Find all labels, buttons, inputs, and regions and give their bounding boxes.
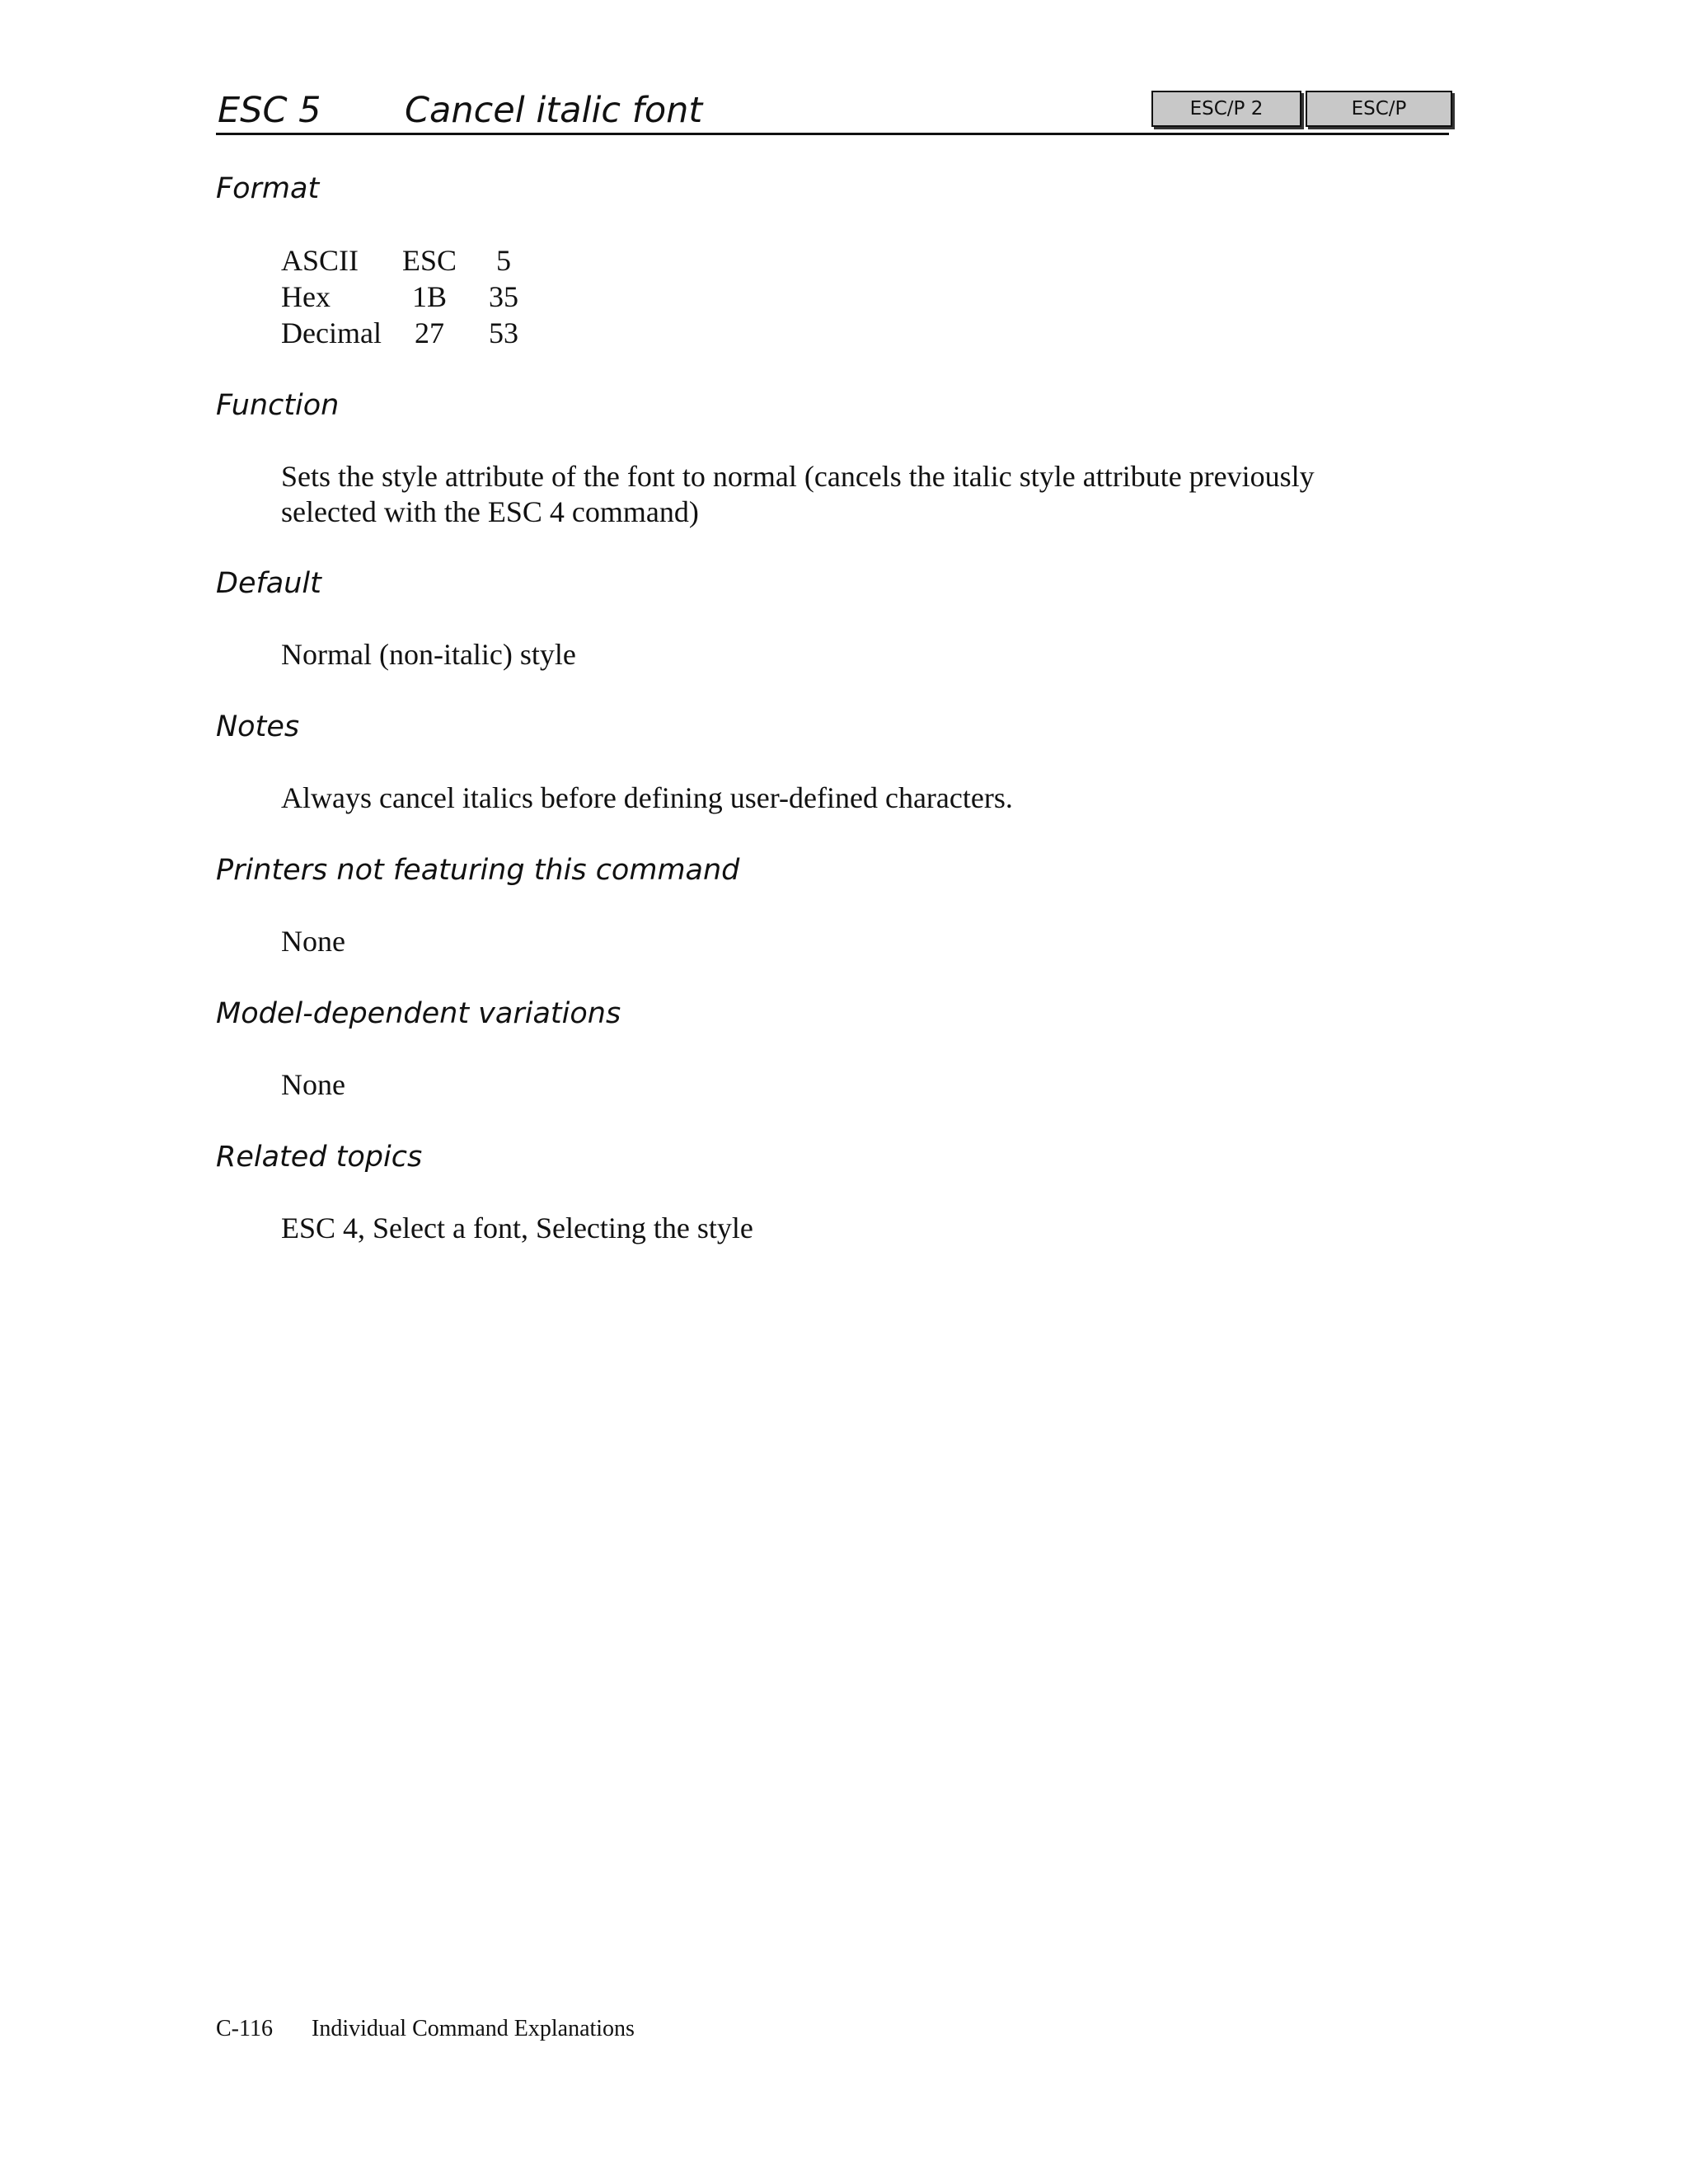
format-label: ASCII — [281, 244, 359, 277]
model-variations-text: None — [281, 1068, 345, 1101]
notes-text: Always cancel italics before defining user-defined characters. — [281, 781, 1013, 814]
function-text-line-1: Sets the style attribute of the font to normal (cancels the italic style attribute previously — [281, 460, 1315, 493]
command-title: Cancel italic font — [405, 90, 703, 131]
related-heading: Related topics — [216, 1141, 423, 1174]
format-row-ascii — [281, 242, 611, 279]
format-row-hex — [281, 279, 611, 315]
format-value: 53 — [489, 316, 518, 349]
printers-text: None — [281, 925, 345, 958]
notes-heading: Notes — [216, 710, 300, 743]
related-text: ESC 4, Select a font, Selecting the style — [281, 1212, 753, 1244]
format-value: 27 — [415, 316, 444, 349]
format-value: 5 — [496, 244, 511, 277]
format-label: Hex — [281, 280, 331, 313]
format-row-decimal — [281, 315, 611, 351]
format-heading: Format — [216, 172, 320, 205]
header-rule — [216, 133, 1449, 135]
format-table — [281, 242, 611, 351]
format-value: 35 — [489, 280, 518, 313]
page-header — [216, 82, 1449, 135]
footer-section-title: Individual Command Explanations — [312, 2016, 635, 2041]
default-text: Normal (non-italic) style — [281, 638, 576, 671]
format-value: 1B — [411, 280, 447, 313]
escp-tag: ESC/P — [1306, 91, 1452, 127]
command-code: ESC 5 — [218, 90, 321, 131]
model-variations-heading: Model-dependent variations — [216, 997, 621, 1030]
format-value: ESC — [401, 244, 457, 277]
default-heading: Default — [216, 567, 321, 600]
function-text-line-2: selected with the ESC 4 command) — [281, 495, 699, 528]
escp2-tag: ESC/P 2 — [1151, 91, 1301, 127]
function-heading: Function — [216, 389, 340, 422]
page-number: C-116 — [216, 2016, 273, 2041]
format-label: Decimal — [281, 316, 382, 349]
printers-heading: Printers not featuring this command — [216, 854, 740, 887]
